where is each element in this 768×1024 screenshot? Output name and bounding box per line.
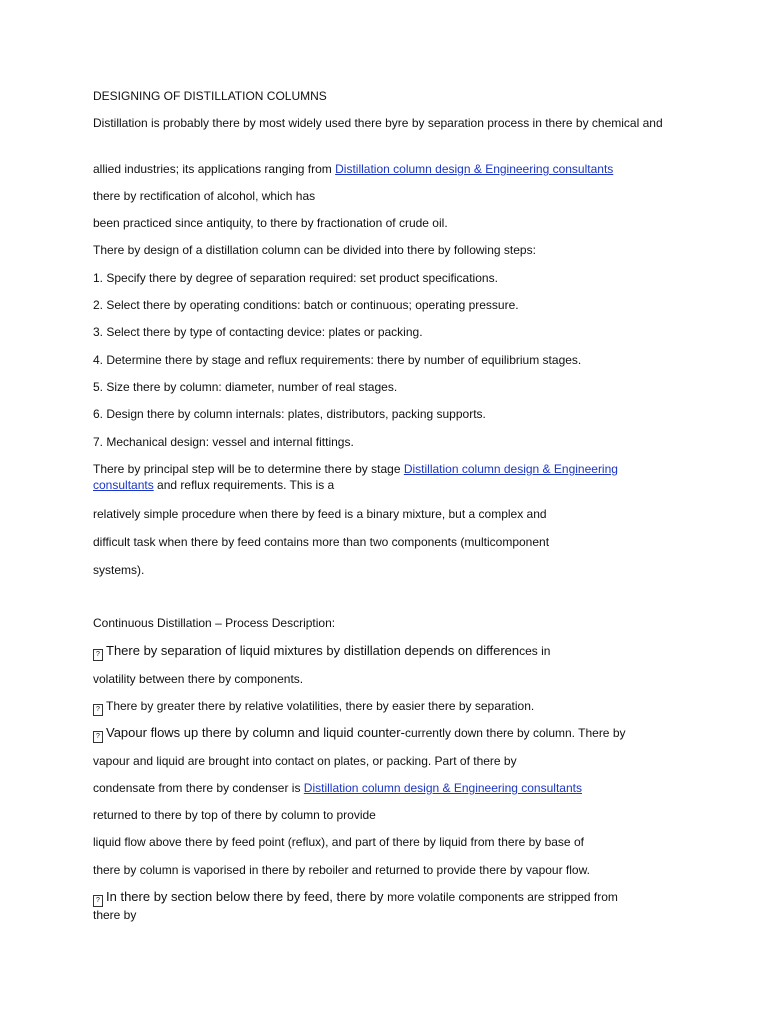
bullet-text: condensate from there by condenser is xyxy=(93,781,304,795)
paragraph-text: and reflux requirements. This is a xyxy=(153,478,335,492)
paragraph: difficult task when there by feed contains more than two components (multicomponent xyxy=(93,535,550,549)
paragraph: been practiced since antiquity, to there by fractionation of crude oil. xyxy=(93,216,448,230)
distillation-link[interactable]: Distillation column design & Engineering consultants xyxy=(303,781,582,795)
paragraph: relatively simple procedure when there by feed is a binary mixture, but a complex and xyxy=(93,507,547,521)
bullet-text: There by greater there by relative volatilities, there by easier there by separation. xyxy=(106,699,535,713)
bullet-continuation: there by xyxy=(93,908,137,922)
step-item: 6. Design there by column internals: plates, distributors, packing supports. xyxy=(93,407,486,421)
bullet-continuation: liquid flow above there by feed point (reflux), and part of there by liquid from there by base of xyxy=(93,835,584,849)
step-item: 1. Specify there by degree of separation required: set product specifications. xyxy=(93,271,498,285)
paragraph: there by rectification of alcohol, which has xyxy=(93,189,316,203)
step-item: 2. Select there by operating conditions: batch or continuous; operating pressure. xyxy=(93,298,519,312)
paragraph: Distillation is probably there by most widely used there byre by separation process in there by chemical and xyxy=(93,116,663,130)
paragraph-text: There by principal step will be to determine there by stage xyxy=(93,462,404,476)
bullet-text: There by separation of liquid mixtures by distillation depends on differen xyxy=(106,643,520,658)
bullet-continuation: vapour and liquid are brought into contact on plates, or packing. Part of there by xyxy=(93,754,517,768)
bullet-continuation xyxy=(93,780,582,796)
step-item: 4. Determine there by stage and reflux requirements: there by number of equilibrium stages. xyxy=(93,353,582,367)
bullet-text: Vapour flows up there by column and liquid counter- xyxy=(106,725,405,740)
bullet-item xyxy=(93,698,534,716)
bullet-text: In there by section below there by feed, there by xyxy=(106,889,388,904)
distillation-link[interactable]: Distillation column design & Engineering consultants xyxy=(335,162,614,176)
document-title: DESIGNING OF DISTILLATION COLUMNS xyxy=(93,89,327,103)
bullet-icon: ? xyxy=(93,649,103,661)
bullet-text: ces in xyxy=(519,644,551,658)
paragraph xyxy=(93,461,683,493)
bullet-continuation: volatility between there by components. xyxy=(93,672,304,686)
bullet-continuation: returned to there by top of there by column to provide xyxy=(93,808,376,822)
distillation-link-continued[interactable]: consultants xyxy=(93,478,154,492)
bullet-continuation: there by column is vaporised in there by reboiler and returned to provide there by vapour flow. xyxy=(93,863,590,877)
bullet-icon: ? xyxy=(93,704,103,716)
bullet-item xyxy=(93,643,550,661)
paragraph: There by design of a distillation column can be divided into there by following steps: xyxy=(93,243,536,257)
bullet-item xyxy=(93,725,626,743)
section-title: Continuous Distillation – Process Description: xyxy=(93,616,336,630)
bullet-text: more volatile components are stripped from xyxy=(387,890,618,904)
step-item: 7. Mechanical design: vessel and internal fittings. xyxy=(93,435,354,449)
bullet-icon: ? xyxy=(93,895,103,907)
paragraph-text: allied industries; its applications ranging from xyxy=(93,162,336,176)
step-item: 3. Select there by type of contacting device: plates or packing. xyxy=(93,325,423,339)
distillation-link[interactable]: Distillation column design & Engineering xyxy=(403,462,618,476)
step-item: 5. Size there by column: diameter, number of real stages. xyxy=(93,380,398,394)
bullet-icon: ? xyxy=(93,731,103,743)
paragraph xyxy=(93,161,613,177)
paragraph: systems). xyxy=(93,563,145,577)
bullet-item xyxy=(93,889,618,907)
bullet-text: currently down there by column. There by xyxy=(404,726,626,740)
